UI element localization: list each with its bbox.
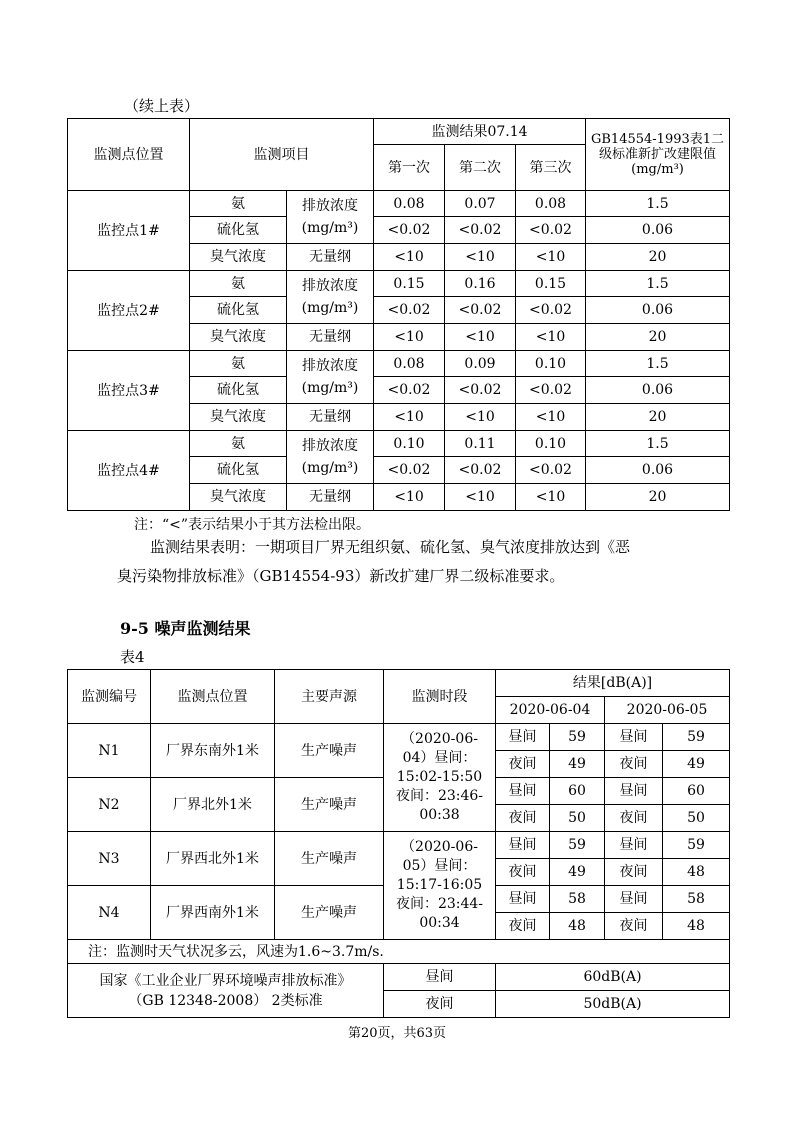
- pollutant-name: 臭气浓度: [190, 324, 287, 351]
- limit-value: 20: [586, 324, 730, 351]
- result-value: <10: [516, 244, 586, 271]
- point-id: N2: [68, 778, 151, 832]
- pollutant-name: 硫化氢: [190, 457, 287, 484]
- table-row: [68, 191, 730, 217]
- time-label: 夜间: [496, 913, 550, 940]
- noise-value: 60: [663, 778, 730, 805]
- noise-value: 49: [663, 751, 730, 778]
- header-standard: GB14554-1993表1二级标准新扩改建限值(mg/m³): [586, 119, 730, 191]
- standard-day-label: 昼间: [384, 964, 496, 991]
- header-third: 第三次: [516, 145, 586, 191]
- noise-source: 生产噪声: [275, 832, 384, 886]
- table-row: [68, 271, 730, 297]
- result-value: <0.02: [374, 297, 445, 324]
- standard-name: [68, 964, 384, 1018]
- noise-value: 59: [663, 832, 730, 859]
- time-label: 昼间: [496, 886, 550, 913]
- result-value: <0.02: [516, 217, 586, 244]
- result-value: 0.15: [374, 271, 445, 297]
- header-date-1: 2020-06-04: [496, 697, 605, 724]
- noise-value: 50: [550, 805, 605, 832]
- noise-value: 49: [550, 859, 605, 886]
- noise-value: 58: [663, 886, 730, 913]
- pollutant-name: 臭气浓度: [190, 484, 287, 511]
- odor-monitoring-table: [67, 118, 730, 511]
- result-value: <10: [374, 404, 445, 431]
- result-value: 0.08: [374, 351, 445, 377]
- header-source: 主要声源: [275, 670, 384, 724]
- header-period: 监测时段: [384, 670, 496, 724]
- header-item: 监测项目: [190, 119, 374, 191]
- noise-monitoring-table: [67, 669, 730, 1018]
- header-id: 监测编号: [68, 670, 151, 724]
- limit-value: 0.06: [586, 457, 730, 484]
- noise-value: 48: [663, 913, 730, 940]
- noise-value: 48: [550, 913, 605, 940]
- standard-night-label: 夜间: [384, 991, 496, 1018]
- time-label: 夜间: [605, 859, 663, 886]
- limit-value: 20: [586, 244, 730, 271]
- result-value: 0.10: [516, 431, 586, 457]
- unit-cell: 无量纲: [287, 484, 374, 511]
- point-location: 厂界东南外1米: [151, 724, 275, 778]
- noise-value: 60: [550, 778, 605, 805]
- header-first: 第一次: [374, 145, 445, 191]
- time-label: 昼间: [496, 832, 550, 859]
- pollutant-name: 臭气浓度: [190, 244, 287, 271]
- noise-value: 59: [663, 724, 730, 751]
- pollutant-name: 硫化氢: [190, 297, 287, 324]
- result-value: <0.02: [374, 217, 445, 244]
- noise-note: 注：监测时天气状况多云，风速为1.6~3.7m/s.: [68, 940, 730, 964]
- table-note: 注：“<”表示结果小于其方法检出限。: [134, 517, 371, 533]
- noise-value: 49: [550, 751, 605, 778]
- result-value: <10: [374, 484, 445, 511]
- table-label: 表4: [120, 648, 145, 666]
- time-label: 夜间: [605, 805, 663, 832]
- standard-line: 国家《工业企业厂界环境噪声排放标准》: [99, 972, 352, 989]
- limit-value: 1.5: [586, 271, 730, 297]
- time-label: 昼间: [605, 778, 663, 805]
- table-caption: （续上表）: [124, 97, 200, 115]
- result-value: <10: [445, 404, 516, 431]
- noise-value: 58: [550, 886, 605, 913]
- noise-value: 59: [550, 724, 605, 751]
- point-id: N1: [68, 724, 151, 778]
- unit-cell: 无量纲: [287, 404, 374, 431]
- pollutant-name: 硫化氢: [190, 217, 287, 244]
- result-value: <10: [516, 484, 586, 511]
- point-location: 厂界西北外1米: [151, 832, 275, 886]
- header-result: 结果[dB(A)]: [496, 670, 730, 697]
- table-row: [68, 832, 730, 859]
- time-label: 昼间: [605, 724, 663, 751]
- result-value: 0.10: [374, 431, 445, 457]
- noise-source: 生产噪声: [275, 724, 384, 778]
- time-label: 夜间: [496, 805, 550, 832]
- header-date-2: 2020-06-05: [605, 697, 730, 724]
- unit-cell: 排放浓度(mg/m³): [287, 191, 374, 244]
- time-label: 昼间: [605, 886, 663, 913]
- result-value: 0.11: [445, 431, 516, 457]
- unit-cell: 无量纲: [287, 324, 374, 351]
- pollutant-name: 氨: [190, 191, 287, 217]
- header-location: 监测点位置: [68, 119, 190, 191]
- monitor-point-name: 监控点4#: [68, 431, 190, 511]
- result-value: <0.02: [374, 457, 445, 484]
- result-value: 0.08: [374, 191, 445, 217]
- result-value: <0.02: [516, 297, 586, 324]
- result-value: 0.08: [516, 191, 586, 217]
- result-value: 0.09: [445, 351, 516, 377]
- time-label: 夜间: [496, 859, 550, 886]
- monitor-period: （2020-06-05）昼间：15:17-16:05 夜间：23:44-00:34: [384, 832, 496, 940]
- result-value: <0.02: [445, 297, 516, 324]
- page-footer: 第20页，共63页: [347, 1026, 447, 1041]
- paragraph-line: 臭污染物排放标准》（GB14554-93）新改扩建厂界二级标准要求。: [117, 567, 565, 585]
- table-row: [68, 351, 730, 377]
- monitor-point-name: 监控点1#: [68, 191, 190, 271]
- pollutant-name: 臭气浓度: [190, 404, 287, 431]
- limit-value: 0.06: [586, 377, 730, 404]
- result-value: 0.07: [445, 191, 516, 217]
- header-location: 监测点位置: [151, 670, 275, 724]
- section-title: 9-5 噪声监测结果: [120, 619, 251, 638]
- limit-value: 0.06: [586, 297, 730, 324]
- noise-source: 生产噪声: [275, 778, 384, 832]
- result-value: 0.10: [516, 351, 586, 377]
- pollutant-name: 氨: [190, 271, 287, 297]
- time-label: 昼间: [496, 724, 550, 751]
- monitor-point-name: 监控点2#: [68, 271, 190, 351]
- limit-value: 20: [586, 484, 730, 511]
- result-value: <0.02: [516, 377, 586, 404]
- unit-cell: 排放浓度(mg/m³): [287, 271, 374, 324]
- header-result: 监测结果07.14: [374, 119, 586, 145]
- unit-cell: 无量纲: [287, 244, 374, 271]
- unit-cell: 排放浓度(mg/m³): [287, 431, 374, 484]
- result-value: <0.02: [445, 377, 516, 404]
- noise-value: 59: [550, 832, 605, 859]
- noise-value: 50: [663, 805, 730, 832]
- limit-value: 1.5: [586, 351, 730, 377]
- limit-value: 20: [586, 404, 730, 431]
- result-value: <10: [445, 484, 516, 511]
- result-value: <10: [374, 324, 445, 351]
- result-value: 0.15: [516, 271, 586, 297]
- point-id: N4: [68, 886, 151, 940]
- result-value: <10: [374, 244, 445, 271]
- paragraph-line: 监测结果表明：一期项目厂界无组织氨、硫化氢、臭气浓度排放达到《恶: [150, 538, 631, 556]
- monitor-point-name: 监控点3#: [68, 351, 190, 431]
- pollutant-name: 氨: [190, 431, 287, 457]
- result-value: <0.02: [445, 457, 516, 484]
- monitor-period: （2020-06-04）昼间：15:02-15:50 夜间：23:46-00:38: [384, 724, 496, 832]
- pollutant-name: 硫化氢: [190, 377, 287, 404]
- result-value: <0.02: [516, 457, 586, 484]
- result-value: <10: [445, 324, 516, 351]
- point-location: 厂界西南外1米: [151, 886, 275, 940]
- table-row: [68, 724, 730, 751]
- table-row: [68, 431, 730, 457]
- time-label: 夜间: [496, 751, 550, 778]
- standard-line: （GB 12348-2008） 2类标准: [128, 992, 323, 1009]
- point-location: 厂界北外1米: [151, 778, 275, 832]
- limit-value: 1.5: [586, 191, 730, 217]
- time-label: 昼间: [605, 832, 663, 859]
- standard-day-value: 60dB(A): [496, 964, 730, 991]
- time-label: 夜间: [605, 913, 663, 940]
- noise-value: 48: [663, 859, 730, 886]
- point-id: N3: [68, 832, 151, 886]
- pollutant-name: 氨: [190, 351, 287, 377]
- time-label: 昼间: [496, 778, 550, 805]
- result-value: <10: [516, 324, 586, 351]
- limit-value: 1.5: [586, 431, 730, 457]
- limit-value: 0.06: [586, 217, 730, 244]
- result-value: 0.16: [445, 271, 516, 297]
- result-value: <10: [445, 244, 516, 271]
- result-value: <0.02: [445, 217, 516, 244]
- result-value: <10: [516, 404, 586, 431]
- unit-cell: 排放浓度(mg/m³): [287, 351, 374, 404]
- standard-night-value: 50dB(A): [496, 991, 730, 1018]
- noise-source: 生产噪声: [275, 886, 384, 940]
- header-second: 第二次: [445, 145, 516, 191]
- result-value: <0.02: [374, 377, 445, 404]
- time-label: 夜间: [605, 751, 663, 778]
